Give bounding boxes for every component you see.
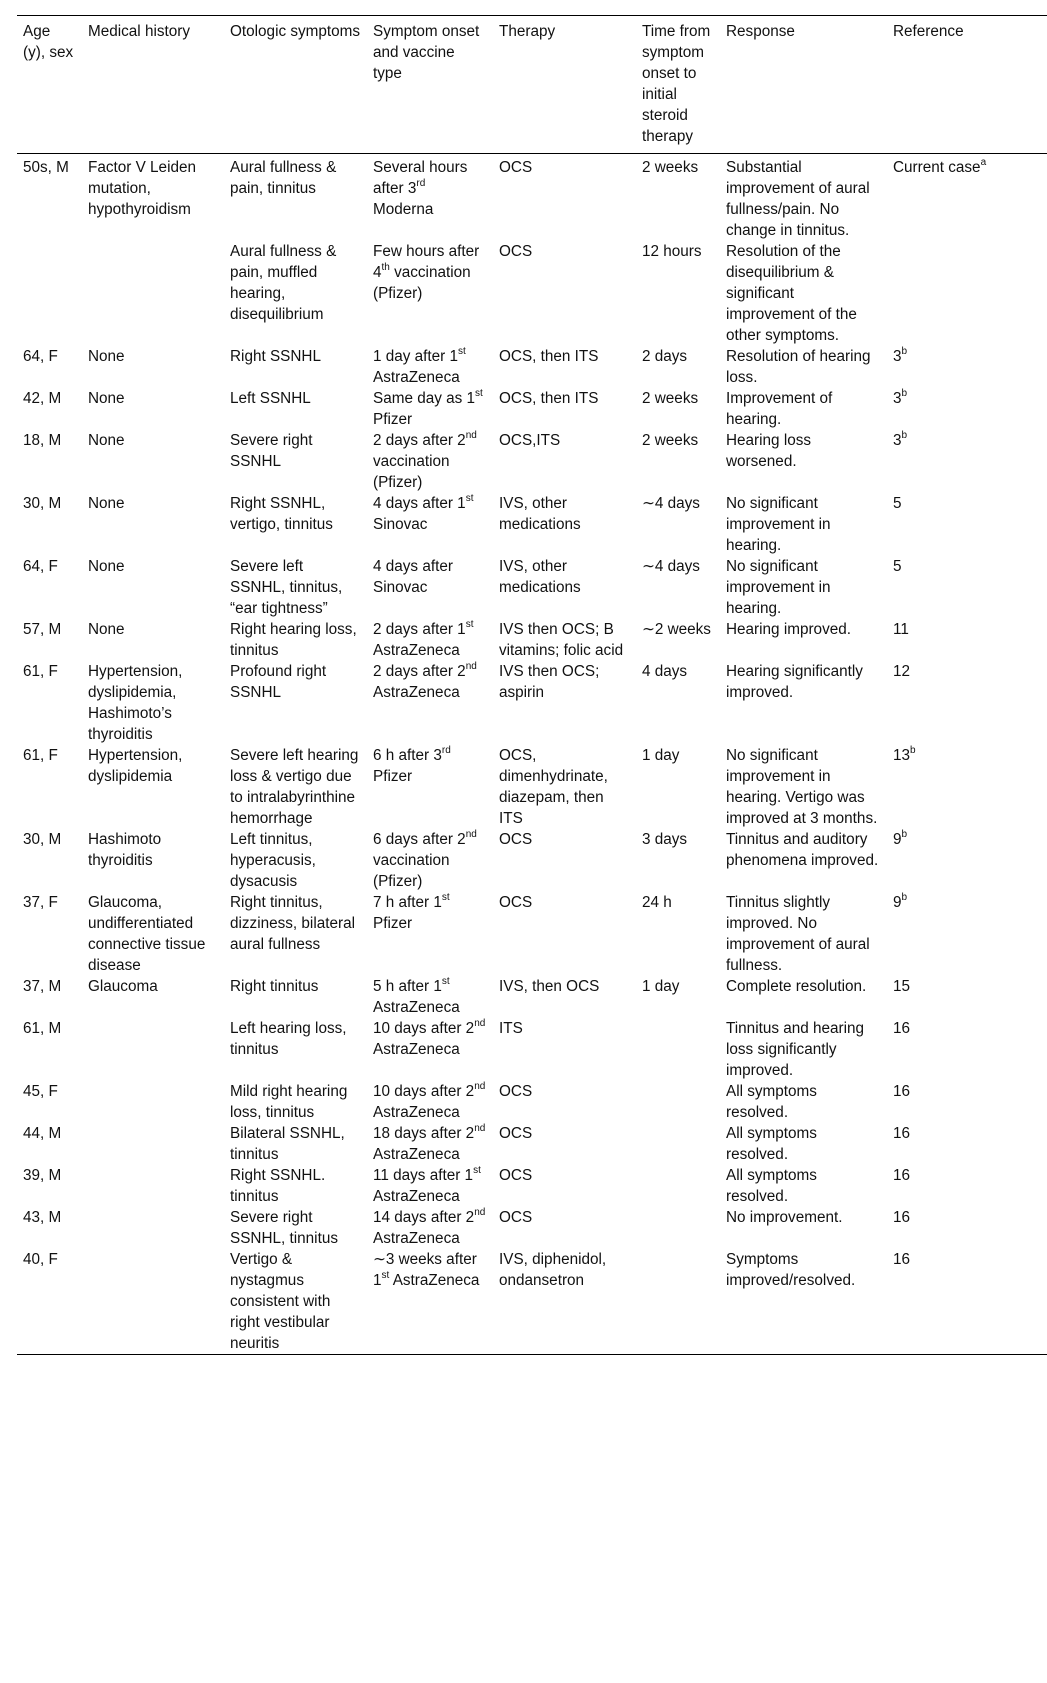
table-row (17, 241, 1047, 346)
onset-cell: 2 days after 2nd vaccination (Pfizer) (373, 429, 477, 491)
age-cell: 64, F (23, 558, 58, 575)
reference-cell: Current case$^a$ (893, 156, 987, 176)
header-row (17, 16, 1047, 154)
reference-cell: 16 (893, 1209, 911, 1226)
onset-cell: Same day as 1st Pfizer (373, 387, 483, 428)
vaccine-otologic-case-table (17, 15, 1047, 1355)
therapy-cell: IVS then OCS; aspirin (499, 663, 600, 701)
table-row (17, 619, 1047, 661)
response-cell: Tinnitus and hearing loss significantly improved. (726, 1020, 865, 1079)
response-cell: All symptoms resolved. (726, 1125, 817, 1163)
medical-history-cell: Hypertension, dyslipidemia, Hashimoto’s thyroiditis (88, 663, 183, 743)
otologic-symptoms-cell: Right tinnitus (230, 978, 319, 995)
response-cell: All symptoms resolved. (726, 1083, 817, 1121)
onset-cell: 6 days after 2nd vaccination (Pfizer) (373, 828, 477, 890)
table-row (17, 1207, 1047, 1249)
medical-history-cell: None (88, 495, 125, 512)
otologic-symptoms-cell: Left SSNHL (230, 390, 311, 407)
reference-cell: 16 (893, 1083, 911, 1100)
therapy-cell: OCS (499, 1083, 533, 1100)
age-cell: 42, M (23, 390, 62, 407)
therapy-cell: IVS, other medications (499, 558, 581, 596)
onset-cell: 7 h after 1st Pfizer (373, 891, 450, 932)
time-cell (636, 1249, 720, 1355)
otologic-symptoms-cell: Severe left SSNHL, tinnitus, “ear tightness” (230, 558, 343, 617)
table-row (17, 892, 1047, 976)
time-cell: 2 weeks (642, 432, 699, 449)
response-cell: Hearing loss worsened. (726, 432, 812, 470)
time-cell: 4 days (642, 663, 688, 680)
age-cell: 61, F (23, 663, 58, 680)
medical-history-cell (82, 1018, 224, 1081)
time-cell (636, 1018, 720, 1081)
age-cell: 50s, M (23, 159, 69, 176)
table-row (17, 493, 1047, 556)
medical-history-cell: None (88, 348, 125, 365)
therapy-cell: OCS, then ITS (499, 348, 599, 365)
medical-history-cell: Glaucoma (88, 978, 158, 995)
reference-cell: 16 (893, 1251, 911, 1268)
medical-history-cell (82, 1249, 224, 1355)
medical-history-cell: Hashimoto thyroiditis (88, 831, 162, 869)
table-row (17, 661, 1047, 745)
therapy-cell: OCS (499, 159, 533, 176)
response-cell: Resolution of hearing loss. (726, 348, 871, 386)
age-cell: 43, M (23, 1209, 62, 1226)
response-cell: No significant improvement in hearing. (726, 558, 831, 617)
response-cell: No improvement. (726, 1209, 843, 1226)
therapy-cell: ITS (499, 1020, 523, 1037)
time-cell: ∼2 weeks (642, 621, 711, 638)
reference-cell: 9$^b$ (893, 891, 908, 911)
onset-cell: 11 days after 1st AstraZeneca (373, 1164, 481, 1205)
table-row (17, 1018, 1047, 1081)
time-cell: 1 day (642, 978, 680, 995)
response-cell: Improvement of hearing. (726, 390, 833, 428)
table-row (17, 745, 1047, 829)
table-row (17, 976, 1047, 1018)
medical-history-cell (82, 1165, 224, 1207)
medical-history-cell: Factor V Leiden mutation, hypothyroidism (88, 159, 196, 218)
otologic-symptoms-cell: Profound right SSNHL (230, 663, 327, 701)
age-cell: 30, M (23, 831, 62, 848)
otologic-symptoms-cell: Aural fullness & pain, tinnitus (230, 159, 337, 197)
onset-cell: 10 days after 2nd AstraZeneca (373, 1017, 486, 1058)
age-cell: 37, M (23, 978, 62, 995)
therapy-cell: IVS, other medications (499, 495, 581, 533)
onset-cell: Few hours after 4th vaccination (Pfizer) (373, 243, 480, 302)
time-cell: 3 days (642, 831, 688, 848)
header-otologic-symptoms: Otologic symptoms (230, 23, 361, 40)
medical-history-cell: None (88, 621, 125, 638)
age-cell: 37, F (23, 894, 58, 911)
otologic-symptoms-cell: Left hearing loss, tinnitus (230, 1020, 347, 1058)
time-cell (636, 1165, 720, 1207)
age-cell: 30, M (23, 495, 62, 512)
onset-cell: 6 h after 3rd Pfizer (373, 744, 451, 785)
onset-cell: ∼3 weeks after 1st AstraZeneca (373, 1251, 480, 1289)
reference-cell: 3$^b$ (893, 387, 908, 407)
age-cell: 64, F (23, 348, 58, 365)
therapy-cell: OCS,ITS (499, 432, 561, 449)
reference-cell: 9$^b$ (893, 828, 908, 848)
table-body (17, 154, 1047, 1355)
otologic-symptoms-cell: Right SSNHL. tinnitus (230, 1167, 326, 1205)
age-cell: 39, M (23, 1167, 62, 1184)
response-cell: Tinnitus slightly improved. No improvement of aural fullness. (726, 894, 870, 974)
age-cell: 61, F (23, 747, 58, 764)
header-reference: Reference (893, 23, 964, 40)
otologic-symptoms-cell: Right SSNHL (230, 348, 321, 365)
table-row (17, 829, 1047, 892)
age-cell: 40, F (23, 1251, 58, 1268)
therapy-cell: IVS, diphenidol, ondansetron (499, 1251, 607, 1289)
reference-cell: 15 (893, 978, 911, 995)
therapy-cell: OCS, then ITS (499, 390, 599, 407)
medical-history-cell (82, 1207, 224, 1249)
header-age: Age (y), sex (23, 23, 74, 61)
table-row (17, 430, 1047, 493)
time-cell (636, 1207, 720, 1249)
response-cell: Complete resolution. (726, 978, 867, 995)
reference-cell: 16 (893, 1125, 911, 1142)
response-cell: No significant improvement in hearing. (726, 495, 831, 554)
reference-cell: 12 (893, 663, 911, 680)
therapy-cell: OCS (499, 894, 533, 911)
reference-cell: 3$^b$ (893, 429, 908, 449)
onset-cell: 18 days after 2nd AstraZeneca (373, 1122, 486, 1163)
onset-cell: Several hours after 3rd Moderna (373, 159, 468, 218)
medical-history-cell: None (88, 432, 125, 449)
header-time-to-steroid: Time from symptom onset to initial steroid therapy (642, 23, 711, 145)
reference-cell: 16 (893, 1167, 911, 1184)
medical-history-cell: None (88, 558, 125, 575)
therapy-cell: IVS, then OCS (499, 978, 600, 995)
reference-cell: 16 (893, 1020, 911, 1037)
therapy-cell: OCS (499, 831, 533, 848)
otologic-symptoms-cell: Right tinnitus, dizziness, bilateral aural fullness (230, 894, 355, 953)
therapy-cell: OCS (499, 1167, 533, 1184)
otologic-symptoms-cell: Mild right hearing loss, tinnitus (230, 1083, 348, 1121)
response-cell: Resolution of the disequilibrium & significant improvement of the other symptoms. (726, 243, 857, 344)
otologic-symptoms-cell: Right hearing loss, tinnitus (230, 621, 357, 659)
table-row (17, 1249, 1047, 1355)
age-cell (17, 241, 82, 346)
otologic-symptoms-cell: Severe right SSNHL (230, 432, 313, 470)
header-medical-history: Medical history (88, 23, 191, 40)
response-cell: No significant improvement in hearing. Vertigo was improved at 3 months. (726, 747, 878, 827)
age-cell: 18, M (23, 432, 62, 449)
response-cell: Substantial improvement of aural fullness/pain. No change in tinnitus. (726, 159, 870, 239)
reference-cell: 13$^b$ (893, 744, 916, 764)
reference-cell (887, 241, 1047, 346)
otologic-symptoms-cell: Aural fullness & pain, muffled hearing, disequilibrium (230, 243, 337, 323)
otologic-symptoms-cell: Bilateral SSNHL, tinnitus (230, 1125, 345, 1163)
reference-cell: 11 (893, 621, 909, 638)
table-row (17, 556, 1047, 619)
reference-cell: 5 (893, 495, 902, 512)
therapy-cell: OCS, dimenhydrinate, diazepam, then ITS (499, 747, 608, 827)
medical-history-cell: Hypertension, dyslipidemia (88, 747, 183, 785)
time-cell: 12 hours (642, 243, 702, 260)
response-cell: Tinnitus and auditory phenomena improved. (726, 831, 879, 869)
time-cell: ∼4 days (642, 558, 700, 575)
response-cell: Hearing significantly improved. (726, 663, 863, 701)
age-cell: 45, F (23, 1083, 58, 1100)
table-row (17, 346, 1047, 388)
medical-history-cell: None (88, 390, 125, 407)
onset-cell: 1 day after 1st AstraZeneca (373, 345, 466, 386)
therapy-cell: IVS then OCS; B vitamins; folic acid (499, 621, 624, 659)
medical-history-cell (82, 241, 224, 346)
time-cell (636, 1081, 720, 1123)
header-response: Response (726, 23, 795, 40)
table-row (17, 1123, 1047, 1165)
otologic-symptoms-cell: Right SSNHL, vertigo, tinnitus (230, 495, 333, 533)
age-cell: 44, M (23, 1125, 62, 1142)
response-cell: Symptoms improved/resolved. (726, 1251, 856, 1289)
medical-history-cell (82, 1081, 224, 1123)
table-row (17, 388, 1047, 430)
onset-cell: 4 days after 1st Sinovac (373, 492, 474, 533)
time-cell: 24 h (642, 894, 672, 911)
onset-cell: 2 days after 2nd AstraZeneca (373, 660, 477, 701)
otologic-symptoms-cell: Left tinnitus, hyperacusis, dysacusis (230, 831, 316, 890)
time-cell: 1 day (642, 747, 680, 764)
age-cell: 61, M (23, 1020, 62, 1037)
otologic-symptoms-cell: Severe left hearing loss & vertigo due to intralabyrinthine hemorrhage (230, 747, 359, 827)
header-onset-vaccine: Symptom onset and vaccine type (373, 23, 480, 82)
time-cell (636, 1123, 720, 1165)
therapy-cell: OCS (499, 243, 533, 260)
onset-cell: 4 days after Sinovac (373, 558, 453, 596)
table-row (17, 1165, 1047, 1207)
medical-history-cell: Glaucoma, undifferentiated connective tissue disease (88, 894, 206, 974)
reference-cell: 3$^b$ (893, 345, 908, 365)
medical-history-cell (82, 1123, 224, 1165)
header-therapy: Therapy (499, 23, 556, 40)
therapy-cell: OCS (499, 1125, 533, 1142)
reference-cell: 5 (893, 558, 902, 575)
onset-cell: 2 days after 1st AstraZeneca (373, 618, 474, 659)
onset-cell: 5 h after 1st AstraZeneca (373, 975, 460, 1016)
time-cell: 2 weeks (642, 159, 699, 176)
response-cell: All symptoms resolved. (726, 1167, 817, 1205)
therapy-cell: OCS (499, 1209, 533, 1226)
onset-cell: 14 days after 2nd AstraZeneca (373, 1206, 486, 1247)
table-row (17, 1081, 1047, 1123)
onset-cell: 10 days after 2nd AstraZeneca (373, 1080, 486, 1121)
age-cell: 57, M (23, 621, 62, 638)
table-row (17, 154, 1047, 242)
response-cell: Hearing improved. (726, 621, 851, 638)
time-cell: 2 weeks (642, 390, 699, 407)
time-cell: 2 days (642, 348, 688, 365)
time-cell: ∼4 days (642, 495, 700, 512)
otologic-symptoms-cell: Vertigo & nystagmus consistent with right vestibular neuritis (230, 1251, 331, 1352)
otologic-symptoms-cell: Severe right SSNHL, tinnitus (230, 1209, 338, 1247)
